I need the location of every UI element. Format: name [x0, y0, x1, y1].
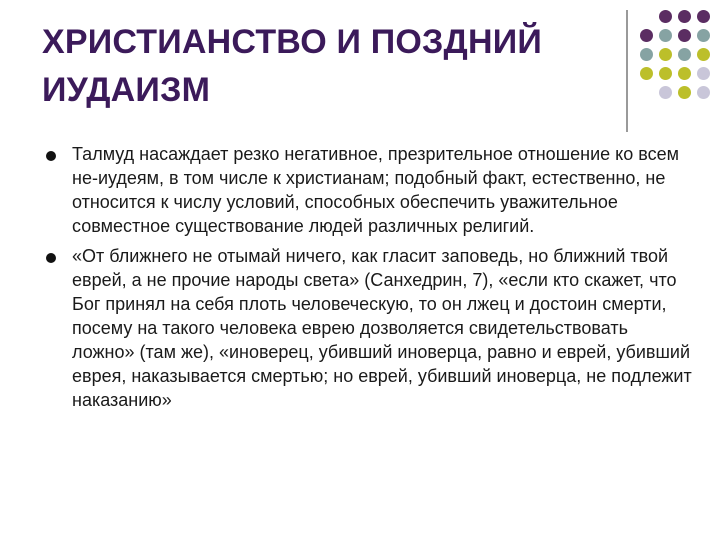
bullet-item	[44, 244, 694, 412]
slide-title: ХРИСТИАНСТВО И ПОЗДНИЙ ИУДАИЗМ	[42, 23, 543, 109]
decorative-dot	[659, 86, 672, 99]
decorative-dot	[697, 67, 710, 80]
bullet-icon	[46, 151, 56, 161]
bullet-icon	[46, 253, 56, 263]
decorative-dot	[659, 29, 672, 42]
bullet-list	[44, 142, 694, 418]
bullet-text: Талмуд насаждает резко негативное, презрительное отношение ко всем не-иудеям, в том числе к христианам; подобный факт, естественно, не относится к числу условий, способных обеспечить уважительное совместное существование людей различных религий.	[72, 144, 679, 236]
decorative-dot	[697, 10, 710, 23]
bullet-text: «От ближнего не отымай ничего, как гласит заповедь, но ближний твой еврей, а не прочие народы света» (Санхедрин, 7), «если кто скажет, что Бог принял на себя плоть человеческую, то он лжец и достоин смерти, посему на такого человека еврею дозволяется свидетельствовать ложно» (там же), «иноверец, убивший иноверца, равно и еврей, убивший еврея, наказывается смертью; но еврей, убивший иноверца, не подлежит наказанию»	[72, 246, 692, 410]
decorative-dot	[678, 29, 691, 42]
decorative-dot	[659, 48, 672, 61]
decorative-dot	[659, 67, 672, 80]
decorative-dot	[697, 48, 710, 61]
decorative-dot	[697, 86, 710, 99]
decorative-dot	[640, 48, 653, 61]
bullet-item	[44, 142, 694, 238]
decorative-dot	[678, 67, 691, 80]
decorative-dot	[640, 29, 653, 42]
decorative-dot	[678, 48, 691, 61]
decorative-dot	[640, 67, 653, 80]
decorative-dot	[659, 10, 672, 23]
decorative-divider	[626, 10, 628, 132]
decorative-dot	[697, 29, 710, 42]
decorative-dot	[678, 10, 691, 23]
decorative-dot	[678, 86, 691, 99]
